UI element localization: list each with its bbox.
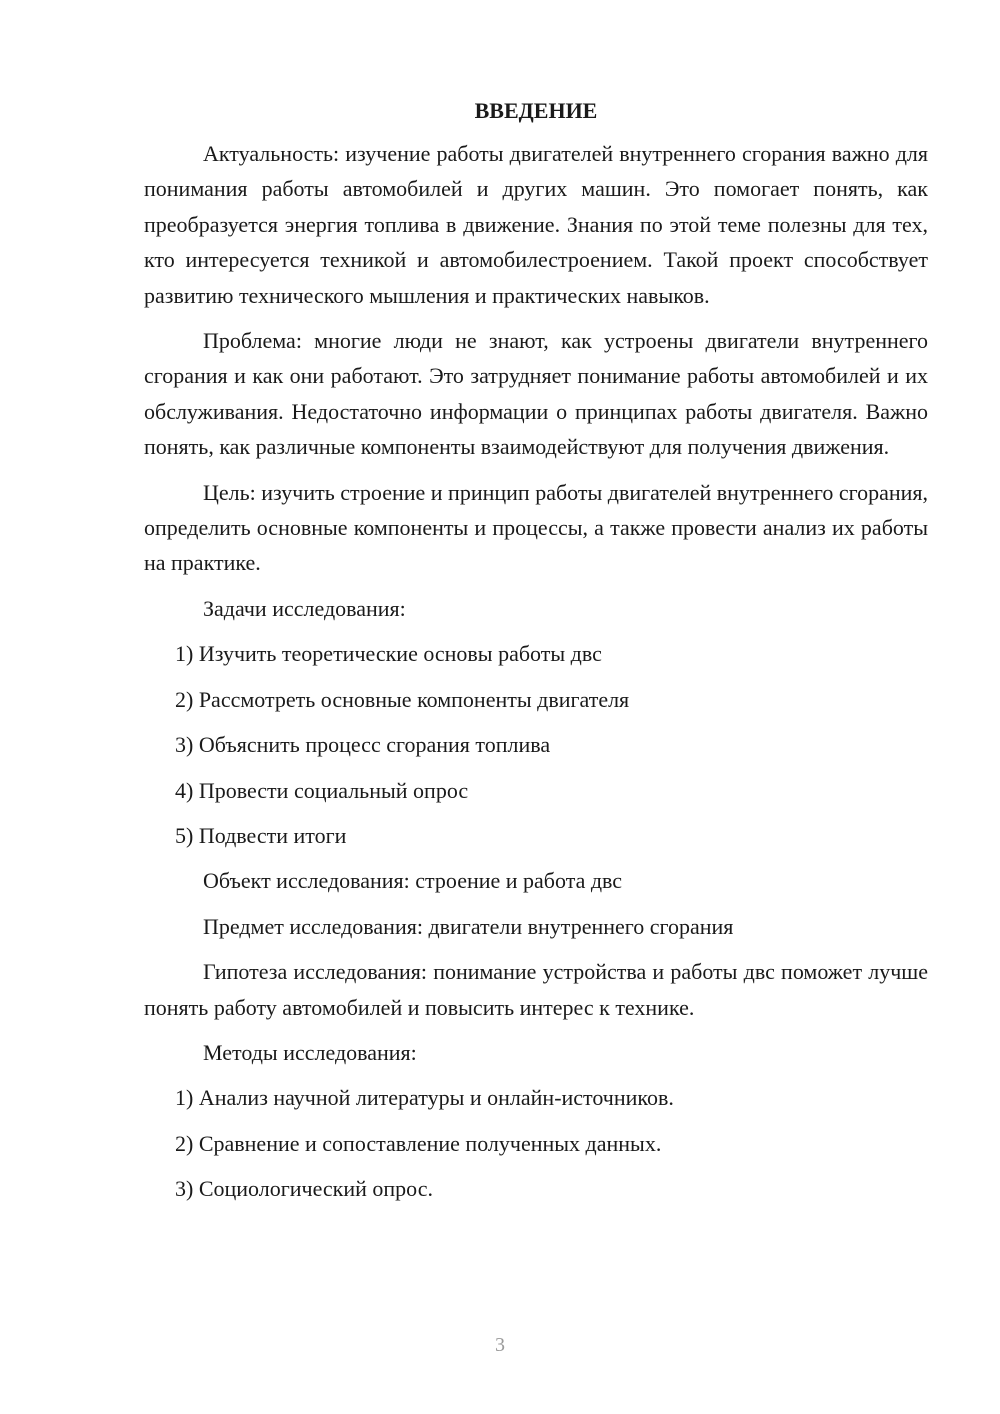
list-item: 4) Провести социальный опрос	[175, 777, 469, 803]
page-content	[144, 94, 928, 1217]
research-subject: Предмет исследования: двигатели внутреннего сгорания	[203, 913, 734, 939]
list-item: 3) Объяснить процесс сгорания топлива	[175, 732, 551, 758]
section-title: ВВЕДЕНИЕ	[474, 98, 598, 123]
page-number: 3	[495, 1334, 505, 1356]
relevance-paragraph: Актуальность: изучение работы двигателей внутреннего сгорания важно для понимания работы автомобилей и других машин. Это помогает понять, как преобразуется энергия топлива в движение. Знания по этой теме полезны для тех, кто интересуется техникой и автомобилестроением. Такой проект способствует развитию технического мышления и практических навыков.	[144, 141, 928, 308]
hypothesis-paragraph: Гипотеза исследования: понимание устройства и работы двс поможет лучше понять работу автомобилей и повысить интерес к технике.	[144, 959, 928, 1020]
list-item: 1) Изучить теоретические основы работы двс	[175, 641, 602, 667]
goal-paragraph: Цель: изучить строение и принцип работы двигателей внутреннего сгорания, определить основные компоненты и процессы, а также провести анализ их работы на практике.	[144, 479, 928, 576]
list-item: 1) Анализ научной литературы и онлайн-источников.	[175, 1085, 674, 1111]
tasks-heading: Задачи исследования:	[203, 595, 406, 621]
list-item: 5) Подвести итоги	[175, 822, 347, 848]
list-item: 2) Рассмотреть основные компоненты двигателя	[175, 686, 630, 712]
methods-list	[144, 1080, 928, 1206]
research-object: Объект исследования: строение и работа двс	[203, 868, 623, 894]
methods-heading: Методы исследования:	[203, 1039, 417, 1065]
problem-paragraph: Проблема: многие люди не знают, как устроены двигатели внутреннего сгорания и как они работают. Это затрудняет понимание работы автомобилей и их обслуживания. Недостаточно информации о принципах работы двигателя. Важно понять, как различные компоненты взаимодействуют для получения движения.	[144, 328, 928, 460]
tasks-list	[144, 636, 928, 853]
list-item: 3) Социологический опрос.	[175, 1176, 433, 1202]
list-item: 2) Сравнение и сопоставление полученных данных.	[175, 1130, 662, 1156]
